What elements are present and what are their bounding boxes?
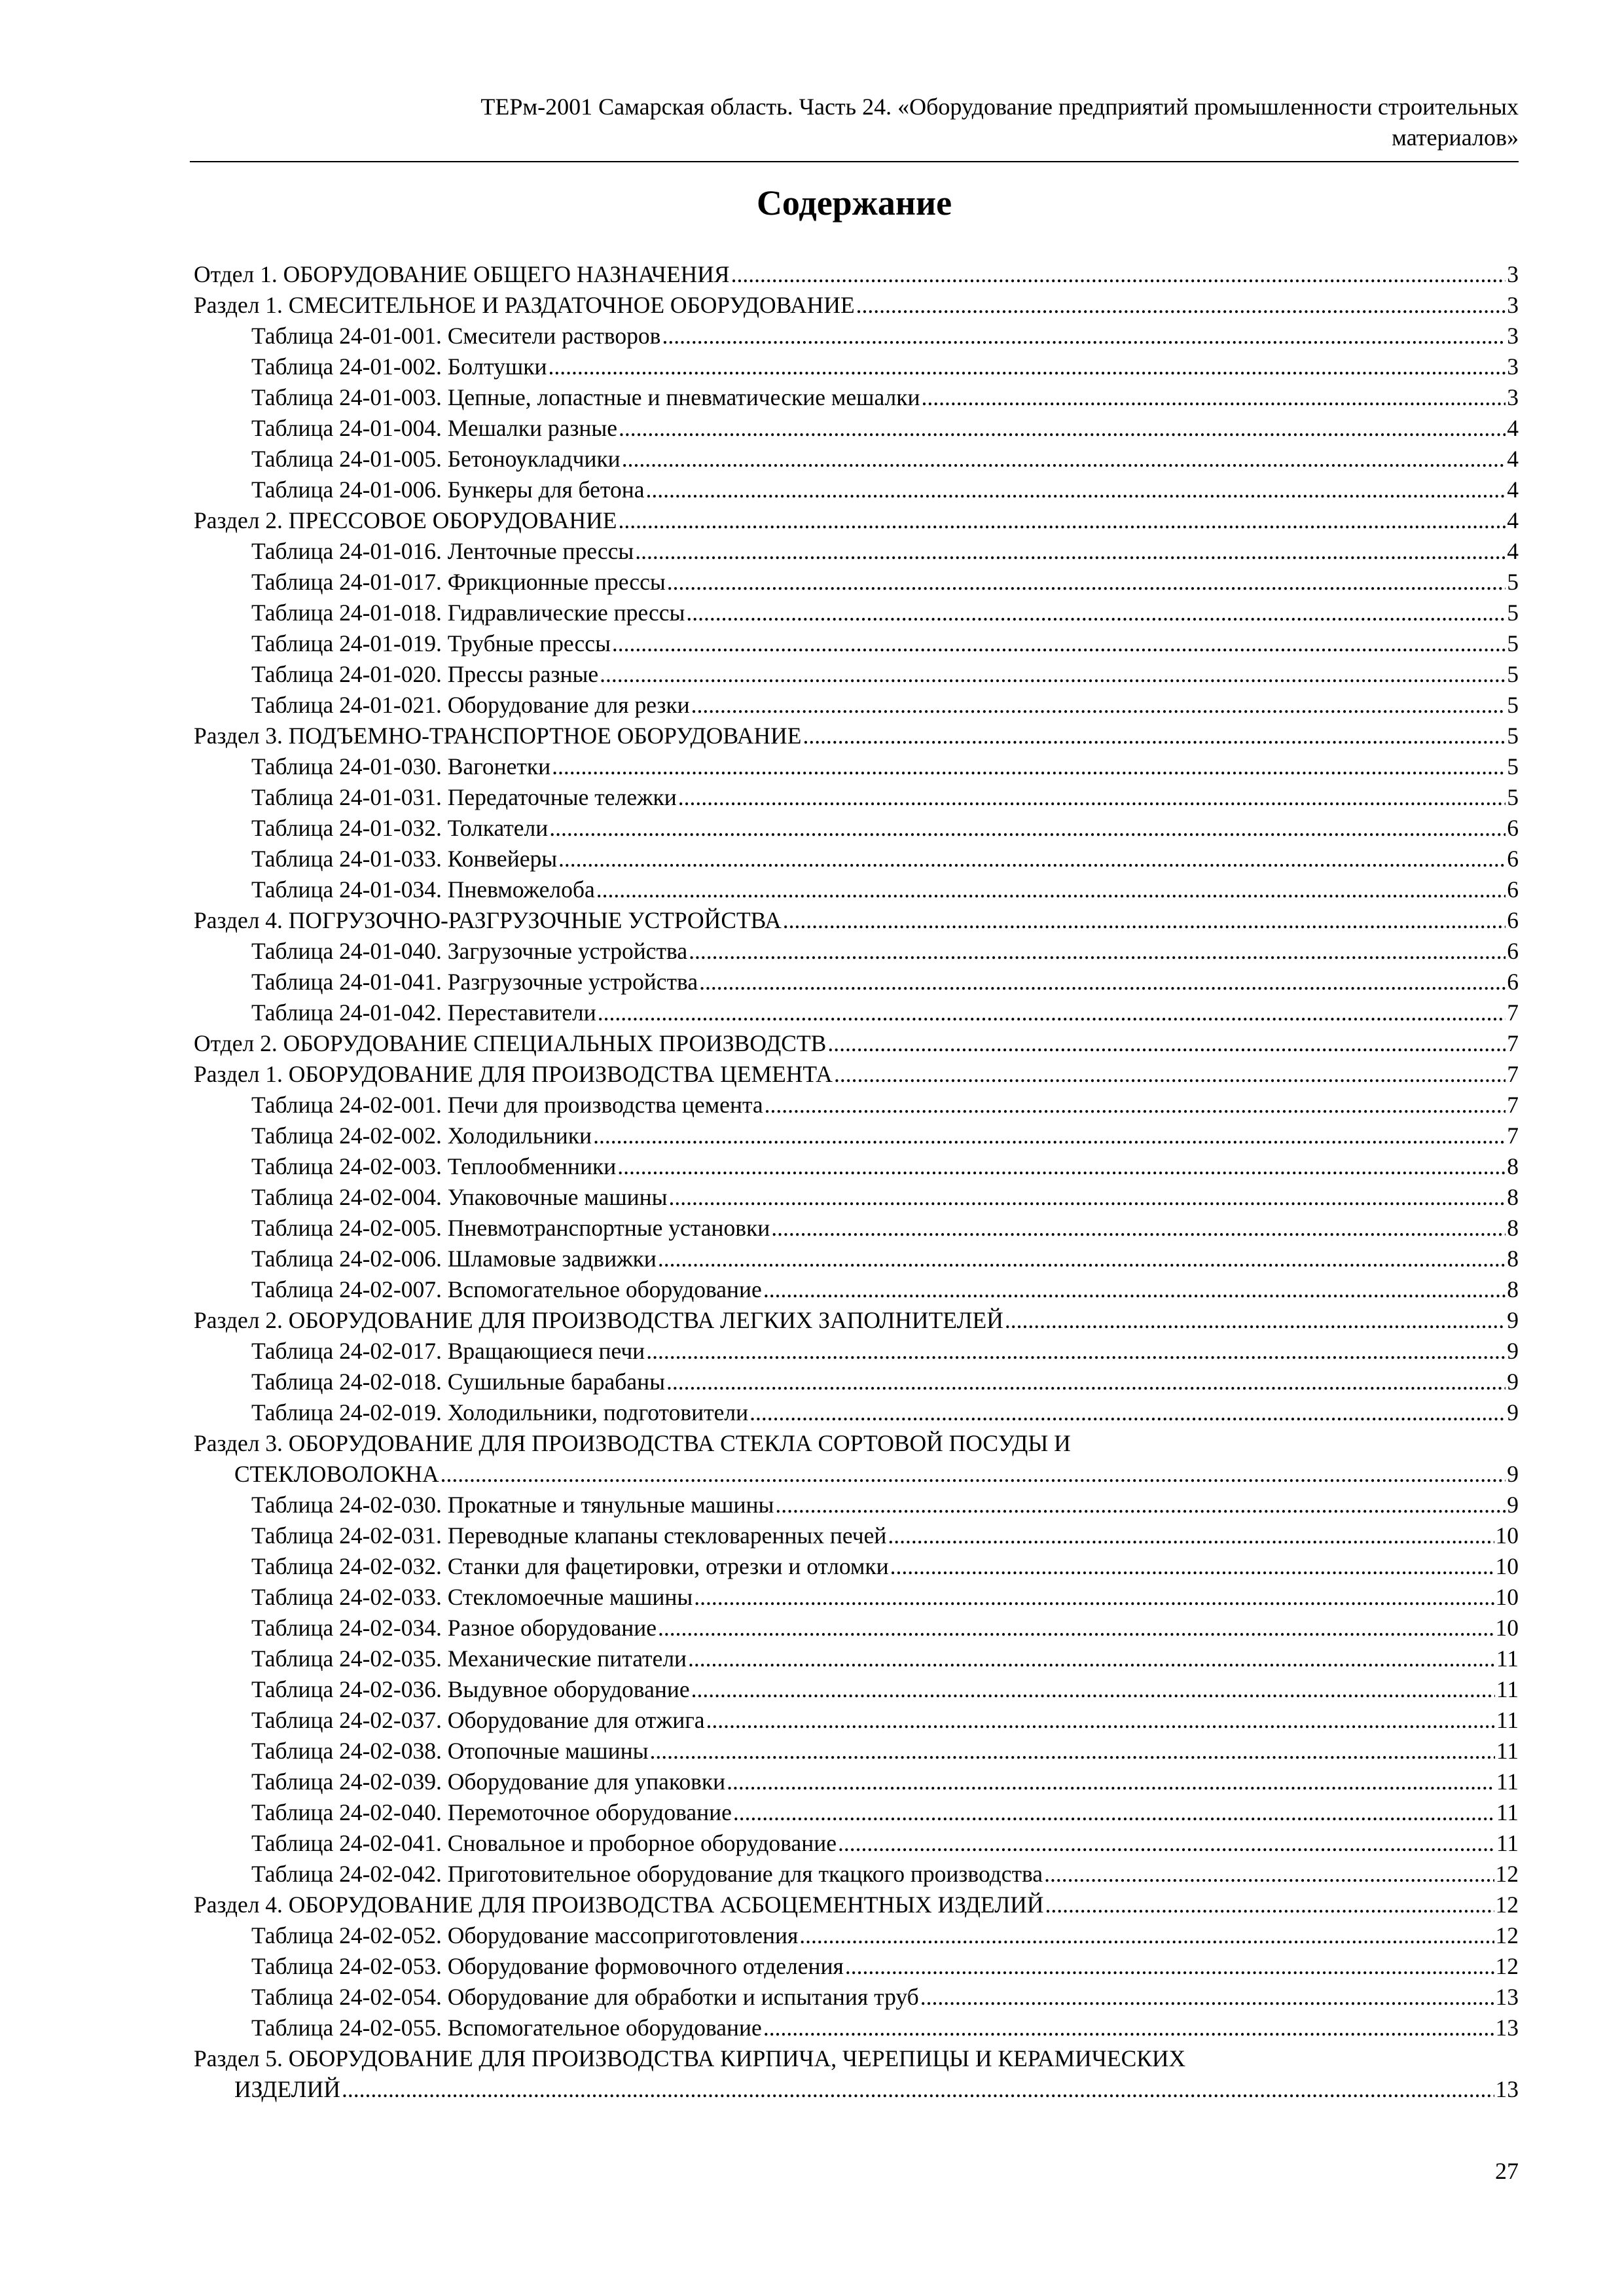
toc-dot-leader bbox=[658, 1244, 1506, 1274]
toc-table-entry[interactable] bbox=[194, 1920, 1519, 1951]
toc-dot-leader bbox=[1045, 1890, 1494, 1920]
toc-page-number: 13 bbox=[1495, 1984, 1519, 2010]
running-header-line-1: ТЕРм-2001 Самарская область. Часть 24. «Оборудование предприятий промышленности строительных bbox=[480, 94, 1519, 120]
page-number: 27 bbox=[1495, 2158, 1519, 2184]
toc-table-entry[interactable] bbox=[194, 628, 1519, 659]
toc-page-number: 7 bbox=[1507, 1122, 1519, 1149]
toc-dot-leader bbox=[549, 813, 1506, 844]
toc-entry-text: Таблица 24-01-031. Передаточные тележки bbox=[251, 784, 677, 810]
toc-dot-leader bbox=[635, 536, 1506, 567]
toc-entry-text: Таблица 24-01-003. Цепные, лопастные и пневматические мешалки bbox=[251, 384, 920, 410]
toc-page-number: 11 bbox=[1496, 1707, 1519, 1733]
toc-entry-text: Раздел 3. ПОДЪЕМНО-ТРАНСПОРТНОЕ ОБОРУДОВАНИЕ bbox=[194, 723, 802, 749]
toc-entry-text: Таблица 24-02-035. Механические питатели bbox=[251, 1645, 687, 1672]
toc-entry-text: Раздел 1. ОБОРУДОВАНИЕ ДЛЯ ПРОИЗВОДСТВА ЦЕМЕНТА bbox=[194, 1061, 833, 1087]
toc-table-entry[interactable] bbox=[194, 567, 1519, 598]
toc-dot-leader bbox=[888, 1520, 1494, 1551]
toc-entry-text: Таблица 24-02-034. Разное оборудование bbox=[251, 1615, 657, 1641]
toc-entry-text: Таблица 24-02-030. Прокатные и тянульные машины bbox=[251, 1492, 774, 1518]
toc-page-number: 9 bbox=[1507, 1369, 1519, 1395]
table-of-contents bbox=[194, 259, 1519, 2105]
toc-table-entry[interactable] bbox=[194, 1551, 1519, 1582]
toc-page-number: 6 bbox=[1507, 846, 1519, 872]
toc-table-entry[interactable] bbox=[194, 1121, 1519, 1151]
toc-page-number: 4 bbox=[1507, 415, 1519, 441]
toc-section-entry[interactable] bbox=[194, 1428, 1519, 1459]
toc-entry-text: Таблица 24-02-055. Вспомогательное оборудование bbox=[251, 2015, 762, 2041]
toc-page-number: 6 bbox=[1507, 876, 1519, 903]
toc-table-entry[interactable] bbox=[194, 444, 1519, 475]
toc-table-entry[interactable] bbox=[194, 598, 1519, 628]
toc-page-number: 7 bbox=[1507, 1061, 1519, 1087]
toc-page-number: 4 bbox=[1507, 446, 1519, 472]
toc-table-entry[interactable] bbox=[194, 1736, 1519, 1767]
toc-page-number: 5 bbox=[1507, 692, 1519, 718]
toc-entry-text: Таблица 24-01-041. Разгрузочные устройства bbox=[251, 969, 698, 995]
toc-table-entry[interactable] bbox=[194, 321, 1519, 351]
toc-dot-leader bbox=[688, 1643, 1495, 1674]
toc-table-entry[interactable] bbox=[194, 936, 1519, 967]
toc-entry-text: Таблица 24-02-019. Холодильники, подготовители bbox=[251, 1399, 749, 1426]
toc-dot-leader bbox=[890, 1551, 1494, 1582]
toc-table-entry[interactable] bbox=[194, 1797, 1519, 1828]
toc-entry-text: Таблица 24-01-032. Толкатели bbox=[251, 815, 549, 841]
toc-dot-leader bbox=[441, 1459, 1506, 1490]
toc-entry-text: Таблица 24-02-005. Пневмотранспортные установки bbox=[251, 1215, 770, 1241]
toc-dot-leader bbox=[799, 1920, 1494, 1951]
toc-page-number: 9 bbox=[1507, 1399, 1519, 1426]
toc-entry-text: Таблица 24-02-006. Шламовые задвижки bbox=[251, 1246, 657, 1272]
toc-section-entry[interactable] bbox=[194, 1059, 1519, 1090]
toc-dot-leader bbox=[646, 1336, 1506, 1367]
toc-entry-text: Таблица 24-02-004. Упаковочные машины bbox=[251, 1184, 668, 1210]
toc-page-number: 11 bbox=[1496, 1738, 1519, 1764]
toc-page-number: 12 bbox=[1495, 1892, 1519, 1918]
toc-dot-leader bbox=[694, 1582, 1494, 1613]
toc-page-number: 10 bbox=[1495, 1584, 1519, 1610]
toc-section-entry[interactable] bbox=[194, 1890, 1519, 1920]
toc-table-entry[interactable] bbox=[194, 751, 1519, 782]
toc-page-number: 5 bbox=[1507, 784, 1519, 810]
toc-dot-leader bbox=[727, 1767, 1495, 1797]
toc-page-number: 5 bbox=[1507, 600, 1519, 626]
toc-page-number: 11 bbox=[1496, 1799, 1519, 1825]
toc-entry-text: Таблица 24-01-001. Смесители растворов bbox=[251, 323, 661, 349]
toc-page-number: 5 bbox=[1507, 569, 1519, 595]
toc-dot-leader bbox=[548, 351, 1506, 382]
toc-entry-text: Таблица 24-01-040. Загрузочные устройства bbox=[251, 938, 688, 964]
running-header-line-2: материалов» bbox=[1392, 124, 1519, 151]
toc-entry-text: Таблица 24-01-042. Переставители bbox=[251, 999, 596, 1026]
toc-page-number: 10 bbox=[1495, 1553, 1519, 1579]
toc-page-number: 4 bbox=[1507, 476, 1519, 503]
toc-page-number: 10 bbox=[1495, 1615, 1519, 1641]
toc-entry-text: Таблица 24-01-021. Оборудование для резки bbox=[251, 692, 690, 718]
toc-section-entry[interactable] bbox=[194, 505, 1519, 536]
toc-entry-text: Таблица 24-02-053. Оборудование формовочного отделения bbox=[251, 1953, 844, 1979]
running-header bbox=[190, 92, 1519, 153]
toc-entry-text: Раздел 3. ОБОРУДОВАНИЕ ДЛЯ ПРОИЗВОДСТВА СТЕКЛА СОРТОВОЙ ПОСУДЫ И bbox=[194, 1430, 1071, 1456]
toc-dot-leader bbox=[783, 905, 1506, 936]
toc-dot-leader bbox=[645, 475, 1506, 505]
toc-entry-text: Раздел 5. ОБОРУДОВАНИЕ ДЛЯ ПРОИЗВОДСТВА КИРПИЧА, ЧЕРЕПИЦЫ И КЕРАМИЧЕСКИХ bbox=[194, 2045, 1186, 2072]
toc-page-number: 3 bbox=[1507, 353, 1519, 380]
toc-section-entry[interactable] bbox=[194, 1028, 1519, 1059]
toc-section-entry[interactable] bbox=[194, 721, 1519, 751]
toc-page-number: 8 bbox=[1507, 1153, 1519, 1179]
toc-page-number: 13 bbox=[1495, 2076, 1519, 2102]
toc-table-entry[interactable] bbox=[194, 536, 1519, 567]
toc-entry-text: Таблица 24-01-034. Пневможелоба bbox=[251, 876, 595, 903]
toc-entry-text: Таблица 24-02-052. Оборудование массоприготовления bbox=[251, 1922, 799, 1948]
toc-entry-text: Таблица 24-01-033. Конвейеры bbox=[251, 846, 558, 872]
toc-entry-text: Таблица 24-02-002. Холодильники bbox=[251, 1122, 592, 1149]
toc-section-entry[interactable] bbox=[194, 1305, 1519, 1336]
toc-entry-text: Таблица 24-01-016. Ленточные прессы bbox=[251, 538, 634, 564]
toc-dot-leader bbox=[622, 444, 1506, 475]
toc-dot-leader bbox=[765, 1090, 1506, 1121]
toc-section-entry[interactable] bbox=[194, 259, 1519, 290]
toc-page-number: 8 bbox=[1507, 1276, 1519, 1302]
toc-section-entry-continuation[interactable] bbox=[194, 2074, 1519, 2105]
toc-page-number: 11 bbox=[1496, 1830, 1519, 1856]
toc-table-entry[interactable] bbox=[194, 1674, 1519, 1705]
toc-page-number: 5 bbox=[1507, 723, 1519, 749]
toc-page-number: 6 bbox=[1507, 969, 1519, 995]
toc-table-entry[interactable] bbox=[194, 844, 1519, 874]
toc-section-entry[interactable] bbox=[194, 905, 1519, 936]
toc-dot-leader bbox=[600, 659, 1506, 690]
toc-table-entry[interactable] bbox=[194, 1213, 1519, 1244]
toc-entry-text-continuation: ИЗДЕЛИЙ bbox=[234, 2076, 341, 2102]
toc-dot-leader bbox=[342, 2074, 1494, 2105]
toc-table-entry[interactable] bbox=[194, 382, 1519, 413]
toc-page-number: 12 bbox=[1495, 1953, 1519, 1979]
toc-entry-text: Таблица 24-02-037. Оборудование для отжига bbox=[251, 1707, 705, 1733]
toc-table-entry[interactable] bbox=[194, 874, 1519, 905]
toc-table-entry[interactable] bbox=[194, 475, 1519, 505]
toc-entry-text: Таблица 24-02-032. Станки для фацетировки, отрезки и отломки bbox=[251, 1553, 889, 1579]
toc-entry-text: Раздел 2. ОБОРУДОВАНИЕ ДЛЯ ПРОИЗВОДСТВА ЛЕГКИХ ЗАПОЛНИТЕЛЕЙ bbox=[194, 1307, 1003, 1333]
toc-entry-text: Таблица 24-01-006. Бункеры для бетона bbox=[251, 476, 645, 503]
toc-dot-leader bbox=[691, 1674, 1495, 1705]
toc-entry-text: Таблица 24-01-005. Бетоноукладчики bbox=[251, 446, 621, 472]
toc-entry-text: Таблица 24-02-054. Оборудование для обработки и испытания труб bbox=[251, 1984, 919, 2010]
toc-dot-leader bbox=[834, 1059, 1506, 1090]
toc-entry-text: Таблица 24-02-038. Отопочные машины bbox=[251, 1738, 649, 1764]
toc-page-number: 6 bbox=[1507, 938, 1519, 964]
toc-dot-leader bbox=[763, 1274, 1506, 1305]
toc-table-entry[interactable] bbox=[194, 997, 1519, 1028]
toc-entry-text: Раздел 4. ПОГРУЗОЧНО-РАЗГРУЗОЧНЫЕ УСТРОЙСТВА bbox=[194, 907, 782, 933]
toc-table-entry[interactable] bbox=[194, 1982, 1519, 2013]
toc-entry-text: Таблица 24-02-039. Оборудование для упаковки bbox=[251, 1768, 726, 1795]
toc-table-entry[interactable] bbox=[194, 1767, 1519, 1797]
toc-dot-leader bbox=[666, 1367, 1506, 1397]
toc-dot-leader bbox=[596, 874, 1506, 905]
toc-section-entry[interactable] bbox=[194, 2043, 1519, 2074]
toc-page-number: 5 bbox=[1507, 630, 1519, 656]
toc-table-entry[interactable] bbox=[194, 1090, 1519, 1121]
toc-dot-leader bbox=[803, 721, 1506, 751]
toc-page-number: 11 bbox=[1496, 1645, 1519, 1672]
toc-entry-text: Таблица 24-01-004. Мешалки разные bbox=[251, 415, 617, 441]
toc-dot-leader bbox=[618, 505, 1506, 536]
toc-page-number: 8 bbox=[1507, 1246, 1519, 1272]
toc-dot-leader bbox=[922, 382, 1506, 413]
toc-table-entry[interactable] bbox=[194, 1490, 1519, 1520]
toc-dot-leader bbox=[667, 567, 1506, 598]
toc-dot-leader bbox=[706, 1705, 1495, 1736]
page-title: Содержание bbox=[756, 183, 952, 223]
toc-dot-leader bbox=[856, 290, 1506, 321]
toc-table-entry[interactable] bbox=[194, 2013, 1519, 2043]
toc-table-entry[interactable] bbox=[194, 1520, 1519, 1551]
toc-page-number: 13 bbox=[1495, 2015, 1519, 2041]
toc-entry-text: Таблица 24-02-018. Сушильные барабаны bbox=[251, 1369, 665, 1395]
toc-dot-leader bbox=[1005, 1305, 1506, 1336]
toc-entry-text: Таблица 24-02-001. Печи для производства цемента bbox=[251, 1092, 763, 1118]
toc-dot-leader bbox=[598, 997, 1506, 1028]
toc-dot-leader bbox=[658, 1613, 1494, 1643]
toc-table-entry[interactable] bbox=[194, 351, 1519, 382]
toc-entry-text: Таблица 24-02-017. Вращающиеся печи bbox=[251, 1338, 645, 1364]
toc-table-entry[interactable] bbox=[194, 1643, 1519, 1674]
toc-page-number: 3 bbox=[1507, 292, 1519, 318]
toc-dot-leader bbox=[1044, 1859, 1494, 1890]
toc-page-number: 9 bbox=[1507, 1461, 1519, 1487]
toc-page-number: 10 bbox=[1495, 1522, 1519, 1549]
toc-section-entry-continuation[interactable] bbox=[194, 1459, 1519, 1490]
toc-dot-leader bbox=[619, 413, 1506, 444]
toc-entry-text: Таблица 24-02-007. Вспомогательное оборудование bbox=[251, 1276, 762, 1302]
toc-dot-leader bbox=[827, 1028, 1506, 1059]
toc-page-number: 4 bbox=[1507, 507, 1519, 533]
toc-dot-leader bbox=[845, 1951, 1494, 1982]
toc-page-number: 9 bbox=[1507, 1338, 1519, 1364]
header-divider bbox=[190, 161, 1519, 162]
toc-entry-text: Раздел 2. ПРЕССОВОЕ ОБОРУДОВАНИЕ bbox=[194, 507, 617, 533]
toc-dot-leader bbox=[686, 598, 1506, 628]
toc-page-number: 11 bbox=[1496, 1768, 1519, 1795]
toc-page-number: 5 bbox=[1507, 753, 1519, 780]
toc-dot-leader bbox=[771, 1213, 1506, 1244]
toc-entry-text: Таблица 24-02-036. Выдувное оборудование bbox=[251, 1676, 690, 1702]
toc-dot-leader bbox=[691, 690, 1506, 721]
toc-dot-leader bbox=[733, 1797, 1495, 1828]
toc-page-number: 12 bbox=[1495, 1861, 1519, 1887]
toc-dot-leader bbox=[669, 1182, 1506, 1213]
toc-table-entry[interactable] bbox=[194, 813, 1519, 844]
toc-entry-text: Таблица 24-01-018. Гидравлические прессы bbox=[251, 600, 685, 626]
toc-page-number: 11 bbox=[1496, 1676, 1519, 1702]
toc-page-number: 5 bbox=[1507, 661, 1519, 687]
toc-dot-leader bbox=[552, 751, 1506, 782]
toc-page-number: 6 bbox=[1507, 907, 1519, 933]
toc-dot-leader bbox=[617, 1151, 1506, 1182]
toc-entry-text: Таблица 24-02-040. Перемоточное оборудование bbox=[251, 1799, 732, 1825]
toc-table-entry[interactable] bbox=[194, 1828, 1519, 1859]
toc-table-entry[interactable] bbox=[194, 1274, 1519, 1305]
toc-table-entry[interactable] bbox=[194, 1336, 1519, 1367]
toc-page-number: 8 bbox=[1507, 1184, 1519, 1210]
toc-entry-text: Таблица 24-02-033. Стекломоечные машины bbox=[251, 1584, 693, 1610]
toc-entry-text: Раздел 4. ОБОРУДОВАНИЕ ДЛЯ ПРОИЗВОДСТВА АСБОЦЕМЕНТНЫХ ИЗДЕЛИЙ bbox=[194, 1892, 1044, 1918]
toc-entry-text: Таблица 24-02-041. Сновальное и проборное оборудование bbox=[251, 1830, 837, 1856]
toc-dot-leader bbox=[763, 2013, 1494, 2043]
toc-page-number: 9 bbox=[1507, 1492, 1519, 1518]
toc-entry-text: Таблица 24-02-003. Теплообменники bbox=[251, 1153, 617, 1179]
toc-entry-text: Отдел 1. ОБОРУДОВАНИЕ ОБЩЕГО НАЗНАЧЕНИЯ bbox=[194, 261, 730, 287]
toc-dot-leader bbox=[593, 1121, 1506, 1151]
toc-entry-text: Таблица 24-02-042. Приготовительное оборудование для ткацкого производства bbox=[251, 1861, 1043, 1887]
toc-table-entry[interactable] bbox=[194, 1182, 1519, 1213]
toc-entry-text: Таблица 24-01-020. Прессы разные bbox=[251, 661, 599, 687]
toc-dot-leader bbox=[838, 1828, 1495, 1859]
toc-dot-leader bbox=[558, 844, 1506, 874]
toc-table-entry[interactable] bbox=[194, 1367, 1519, 1397]
toc-table-entry[interactable] bbox=[194, 1859, 1519, 1890]
toc-dot-leader bbox=[775, 1490, 1506, 1520]
toc-entry-text: Таблица 24-01-017. Фрикционные прессы bbox=[251, 569, 666, 595]
toc-dot-leader bbox=[678, 782, 1506, 813]
toc-page-number: 7 bbox=[1507, 1030, 1519, 1056]
toc-table-entry[interactable] bbox=[194, 967, 1519, 997]
toc-page-number: 9 bbox=[1507, 1307, 1519, 1333]
toc-dot-leader bbox=[662, 321, 1506, 351]
toc-table-entry[interactable] bbox=[194, 1613, 1519, 1643]
toc-table-entry[interactable] bbox=[194, 1397, 1519, 1428]
toc-section-entry[interactable] bbox=[194, 290, 1519, 321]
toc-table-entry[interactable] bbox=[194, 1951, 1519, 1982]
toc-entry-text: Таблица 24-01-019. Трубные прессы bbox=[251, 630, 611, 656]
toc-page-number: 3 bbox=[1507, 323, 1519, 349]
toc-dot-leader bbox=[649, 1736, 1494, 1767]
toc-dot-leader bbox=[731, 259, 1506, 290]
toc-entry-text: Таблица 24-02-031. Переводные клапаны стекловаренных печей bbox=[251, 1522, 887, 1549]
toc-table-entry[interactable] bbox=[194, 659, 1519, 690]
toc-page-number: 8 bbox=[1507, 1215, 1519, 1241]
toc-page-number: 12 bbox=[1495, 1922, 1519, 1948]
toc-table-entry[interactable] bbox=[194, 782, 1519, 813]
toc-entry-text: Отдел 2. ОБОРУДОВАНИЕ СПЕЦИАЛЬНЫХ ПРОИЗВОДСТВ bbox=[194, 1030, 827, 1056]
toc-table-entry[interactable] bbox=[194, 690, 1519, 721]
toc-dot-leader bbox=[920, 1982, 1494, 2013]
toc-table-entry[interactable] bbox=[194, 413, 1519, 444]
toc-page-number: 7 bbox=[1507, 999, 1519, 1026]
toc-page-number: 3 bbox=[1507, 384, 1519, 410]
toc-table-entry[interactable] bbox=[194, 1151, 1519, 1182]
toc-entry-text: Таблица 24-01-030. Вагонетки bbox=[251, 753, 551, 780]
toc-entry-text-continuation: СТЕКЛОВОЛОКНА bbox=[234, 1461, 439, 1487]
toc-page-number: 6 bbox=[1507, 815, 1519, 841]
toc-table-entry[interactable] bbox=[194, 1705, 1519, 1736]
toc-page-number: 4 bbox=[1507, 538, 1519, 564]
toc-dot-leader bbox=[749, 1397, 1506, 1428]
toc-table-entry[interactable] bbox=[194, 1582, 1519, 1613]
toc-page-number: 3 bbox=[1507, 261, 1519, 287]
toc-page-number: 7 bbox=[1507, 1092, 1519, 1118]
toc-dot-leader bbox=[612, 628, 1506, 659]
toc-dot-leader bbox=[699, 967, 1506, 997]
toc-dot-leader bbox=[689, 936, 1506, 967]
toc-table-entry[interactable] bbox=[194, 1244, 1519, 1274]
toc-entry-text: Таблица 24-01-002. Болтушки bbox=[251, 353, 547, 380]
toc-entry-text: Раздел 1. СМЕСИТЕЛЬНОЕ И РАЗДАТОЧНОЕ ОБОРУДОВАНИЕ bbox=[194, 292, 855, 318]
